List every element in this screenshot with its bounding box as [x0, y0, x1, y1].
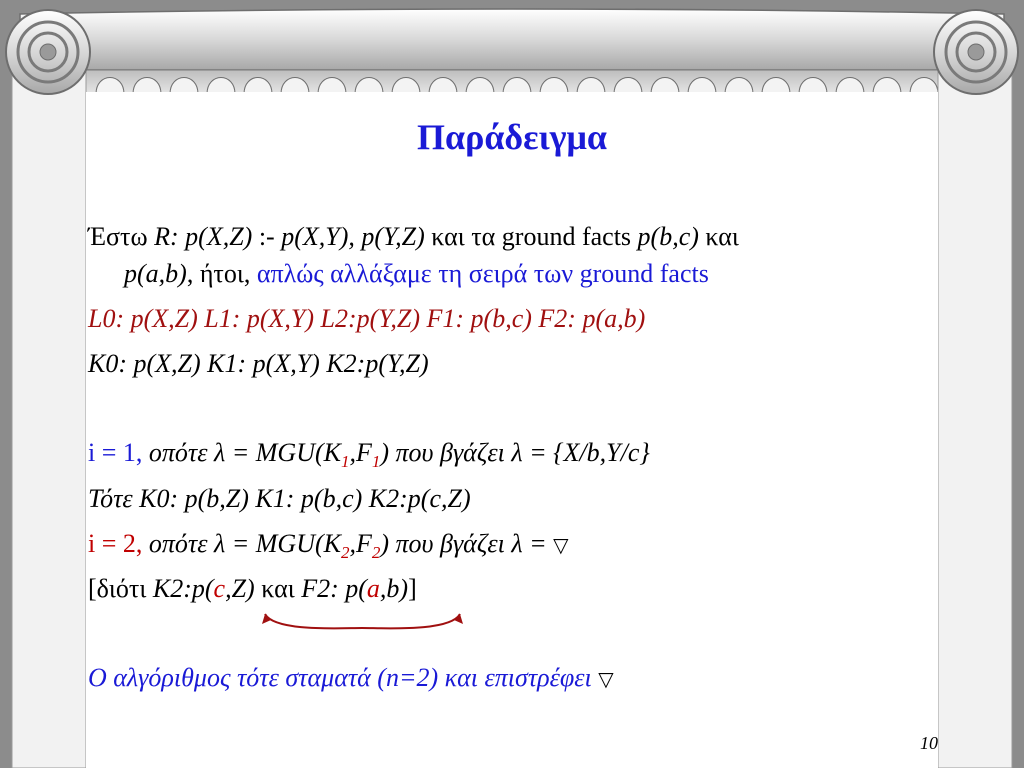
text-line-1	[88, 222, 739, 252]
text-segment: ,b)	[379, 574, 409, 603]
page-number: 10	[920, 733, 938, 753]
text-line-2	[124, 259, 709, 289]
text-segment: και τα ground facts	[424, 222, 638, 251]
text-segment: ,Z)	[225, 574, 255, 603]
text-segment: K2:p(	[152, 574, 214, 603]
text-segment: οπότε λ = MGU(K	[142, 529, 341, 558]
text-line-4: K0: p(X,Z) K1: p(X,Y) K2:p(Y,Z)	[88, 349, 429, 378]
text-segment: Ο αλγόριθμος τότε σταματά (n=2) και επιστρέφει	[88, 663, 599, 692]
left-volute-icon	[6, 10, 90, 94]
empty-clause-icon: ▽	[553, 533, 569, 557]
text-segment: c	[213, 574, 226, 603]
text-segment: R: p(X,Z)	[154, 222, 259, 251]
subscript: 1	[340, 452, 350, 471]
subscript: 2	[371, 543, 381, 562]
text-segment: ) που βγάζει λ =	[380, 529, 554, 558]
text-line-3: L0: p(X,Z) L1: p(X,Y) L2:p(Y,Z) F1: p(b,c) F2: p(a,b)	[88, 304, 646, 333]
text-line-5	[88, 438, 650, 471]
text-segment: οπότε λ = MGU(K	[142, 438, 341, 467]
text-segment: ]	[408, 574, 417, 603]
text-segment: Έστω	[88, 222, 155, 251]
empty-clause-icon: ▽	[598, 667, 614, 691]
text-segment: και	[254, 574, 302, 603]
text-segment: p(a,b)	[124, 259, 187, 288]
text-segment: a	[366, 574, 380, 603]
text-segment: , ήτοι,	[186, 259, 257, 288]
text-segment: ,F	[349, 529, 372, 558]
text-segment: i = 2,	[88, 529, 143, 558]
subscript: 2	[340, 543, 350, 562]
text-line-6: Τότε K0: p(b,Z) K1: p(b,c) K2:p(c,Z)	[88, 484, 471, 513]
right-volute-icon	[934, 10, 1018, 94]
text-segment: p(b,c)	[637, 222, 699, 251]
text-segment: [διότι	[88, 574, 153, 603]
text-segment: απλώς αλλάξαμε τη σειρά των ground facts	[256, 259, 709, 288]
text-segment: i = 1,	[88, 438, 143, 467]
text-segment: F2: p(	[301, 574, 367, 603]
text-line-7	[88, 529, 569, 560]
text-line-9	[88, 663, 614, 694]
slide-title: Παράδειγμα	[416, 117, 608, 157]
text-segment: :-	[258, 222, 282, 251]
text-segment: ) που βγάζει λ = {X/b,Y/c}	[380, 438, 650, 467]
text-segment: p(X,Y), p(Y,Z)	[281, 222, 425, 251]
text-segment: ,F	[349, 438, 372, 467]
text-segment: και	[698, 222, 739, 251]
subscript: 1	[371, 452, 381, 471]
text-line-8	[88, 574, 417, 604]
